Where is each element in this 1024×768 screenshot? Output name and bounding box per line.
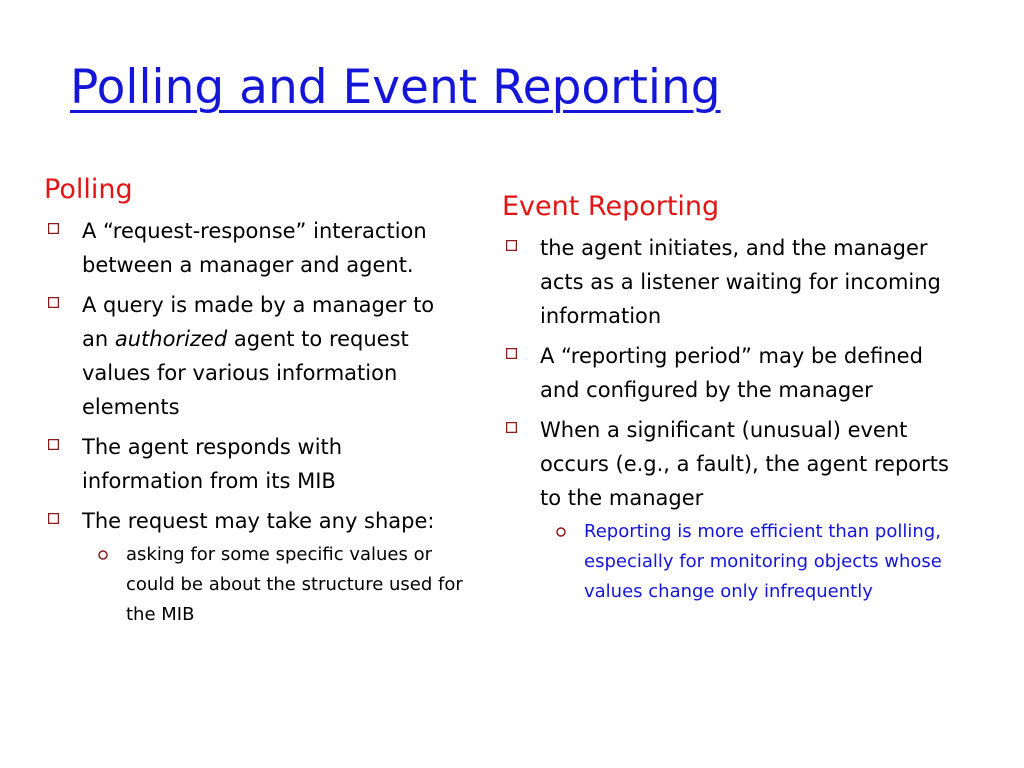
event-reporting-column <box>502 189 957 613</box>
polling-bullet <box>44 214 464 282</box>
polling-bullet-list <box>44 214 464 630</box>
hollow-square-bullet-icon <box>506 240 517 251</box>
polling-sub-bullet-text: asking for some specific values or could be about the structure used for the MIB <box>126 544 463 625</box>
event-reporting-sub-bullet <box>540 517 957 607</box>
slide-title: Polling and Event Reporting <box>70 60 721 115</box>
polling-sub-bullet <box>82 540 464 630</box>
polling-column <box>44 172 464 636</box>
event-reporting-bullet <box>502 413 957 607</box>
hollow-square-bullet-icon <box>506 422 517 433</box>
event-reporting-bullet-text: the agent initiates, and the manager acts as a listener waiting for incoming information <box>540 236 941 328</box>
polling-bullet-text-emphasis: authorized <box>114 327 228 351</box>
polling-heading: Polling <box>44 174 133 205</box>
polling-sub-bullet-list <box>82 540 464 630</box>
event-reporting-bullet-text: When a significant (unusual) event occurs (e.g., a fault), the agent reports to the manager <box>540 418 949 510</box>
polling-bullet-text: The agent responds with information from its MIB <box>82 435 343 493</box>
polling-bullet-text: The request may take any shape: <box>82 509 435 533</box>
event-reporting-bullet <box>502 339 957 407</box>
polling-bullet <box>44 430 464 498</box>
polling-bullet <box>44 504 464 630</box>
event-reporting-heading: Event Reporting <box>502 191 720 222</box>
hollow-square-bullet-icon <box>506 348 517 359</box>
event-reporting-bullet <box>502 231 957 333</box>
hollow-circle-bullet-icon <box>98 550 108 560</box>
event-reporting-bullet-text: A “reporting period” may be defined and configured by the manager <box>540 344 923 402</box>
polling-bullet-text-post: agent to request values for various information elements <box>82 327 409 419</box>
hollow-square-bullet-icon <box>48 439 59 450</box>
hollow-square-bullet-icon <box>48 223 59 234</box>
polling-bullet <box>44 288 464 424</box>
hollow-square-bullet-icon <box>48 297 59 308</box>
polling-bullet-text: A “request-response” interaction between a manager and agent. <box>82 219 427 277</box>
event-reporting-sub-bullet-text: Reporting is more efficient than polling, especially for monitoring objects whose values change only infrequently <box>584 521 942 602</box>
event-reporting-sub-bullet-list <box>540 517 957 607</box>
hollow-circle-bullet-icon <box>556 527 566 537</box>
hollow-square-bullet-icon <box>48 513 59 524</box>
polling-bullet-text-pre: A query is made by a manager to an <box>82 293 435 351</box>
event-reporting-bullet-list <box>502 231 957 607</box>
